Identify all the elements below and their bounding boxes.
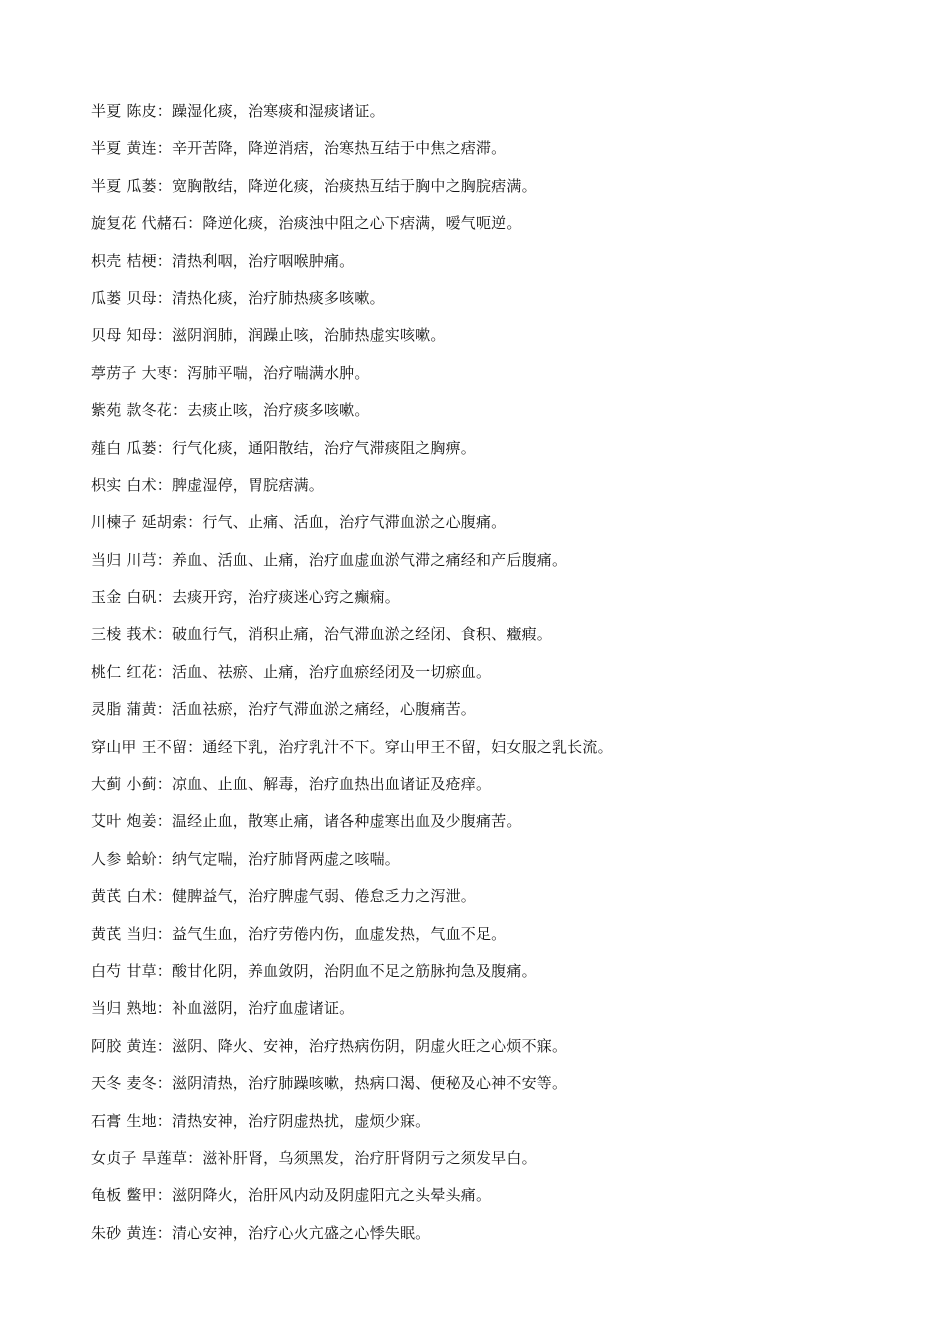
herb-pair-line: 半夏 黄连：辛开苦降，降逆消痞，治寒热互结于中焦之痞滞。 <box>91 139 507 158</box>
herb-pair-line: 当归 川芎：养血、活血、止痛，治疗血虚血淤气滞之痛经和产后腹痛。 <box>91 550 568 569</box>
herb-pair-line: 桃仁 红花：活血、祛瘀、止痛，治疗血瘀经闭及一切瘀血。 <box>91 662 492 681</box>
herb-pair-line: 黄芪 白术：健脾益气，治疗脾虚气弱、倦怠乏力之泻泄。 <box>91 887 476 906</box>
herb-pair-line: 半夏 陈皮：躁湿化痰，治寒痰和湿痰诸证。 <box>91 102 385 120</box>
herb-pair-line: 天冬 麦冬：滋阴清热，治疗肺躁咳嗽，热病口渴、便秘及心神不安等。 <box>91 1074 568 1093</box>
herb-pair-line: 紫苑 款冬花：去痰止咳，治疗痰多咳嗽。 <box>91 401 370 420</box>
herb-pair-line: 瓜蒌 贝母：清热化痰，治疗肺热痰多咳嗽。 <box>91 288 385 307</box>
herb-pair-line: 石膏 生地：清热安神，治疗阴虚热扰，虚烦少寐。 <box>91 1111 431 1130</box>
herb-pair-line: 玉金 白矾：去痰开窍，治疗痰迷心窍之癫痫。 <box>91 588 400 607</box>
herb-pair-line: 穿山甲 王不留：通经下乳，治疗乳汁不下。穿山甲王不留，妇女服之乳长流。 <box>91 737 613 756</box>
herb-pair-line: 阿胶 黄连：滋阴、降火、安神，治疗热病伤阴，阴虚火旺之心烦不寐。 <box>91 1036 568 1055</box>
herb-pair-line: 半夏 瓜蒌：宽胸散结，降逆化痰，治痰热互结于胸中之胸脘痞满。 <box>91 176 537 195</box>
herb-pair-line: 旋复花 代赭石：降逆化痰，治痰浊中阻之心下痞满，嗳气呃逆。 <box>91 214 522 233</box>
herb-pair-line: 贝母 知母：滋阴润肺，润躁止咳，治肺热虚实咳嗽。 <box>91 326 446 345</box>
herb-pair-line: 灵脂 蒲黄：活血祛瘀，治疗气滞血淤之痛经，心腹痛苦。 <box>91 700 476 719</box>
herb-pair-line: 枳壳 桔梗：清热利咽，治疗咽喉肿痛。 <box>91 251 355 270</box>
herb-pair-line: 枳实 白术：脾虚湿停，胃脘痞满。 <box>91 475 324 494</box>
herb-pair-list <box>91 99 911 1258</box>
herb-pair-line: 黄芪 当归：益气生血，治疗劳倦内伤，血虚发热，气血不足。 <box>91 924 507 943</box>
herb-pair-line: 当归 熟地：补血滋阴，治疗血虚诸证。 <box>91 999 355 1018</box>
herb-pair-line: 大蓟 小蓟：凉血、止血、解毒，治疗血热出血诸证及疮痒。 <box>91 775 492 794</box>
herb-pair-line: 川楝子 延胡索：行气、止痛、活血，治疗气滞血淤之心腹痛。 <box>91 513 507 532</box>
herb-pair-line: 朱砂 黄连：清心安神，治疗心火亢盛之心悸失眠。 <box>91 1223 431 1242</box>
herb-pair-line: 人参 蛤蚧：纳气定喘，治疗肺肾两虚之咳喘。 <box>91 849 400 868</box>
herb-pair-line: 女贞子 旱莲草：滋补肝肾，乌须黑发，治疗肝肾阴亏之须发早白。 <box>91 1148 537 1167</box>
herb-pair-line: 薤白 瓜蒌：行气化痰，通阳散结，治疗气滞痰阻之胸痹。 <box>91 438 476 457</box>
herb-pair-line: 葶苈子 大枣：泻肺平喘，治疗喘满水肿。 <box>91 363 370 382</box>
herb-pair-line: 三棱 莪术：破血行气，消积止痛，治气滞血淤之经闭、食积、癥瘕。 <box>91 625 552 644</box>
herb-pair-line: 艾叶 炮姜：温经止血，散寒止痛，诸各种虚寒出血及少腹痛苦。 <box>91 812 522 831</box>
herb-pair-line: 白芍 甘草：酸甘化阴，养血敛阴，治阴血不足之筋脉拘急及腹痛。 <box>91 961 537 980</box>
herb-pair-line: 龟板 鳖甲：滋阴降火，治肝风内动及阴虚阳亢之头晕头痛。 <box>91 1186 492 1205</box>
